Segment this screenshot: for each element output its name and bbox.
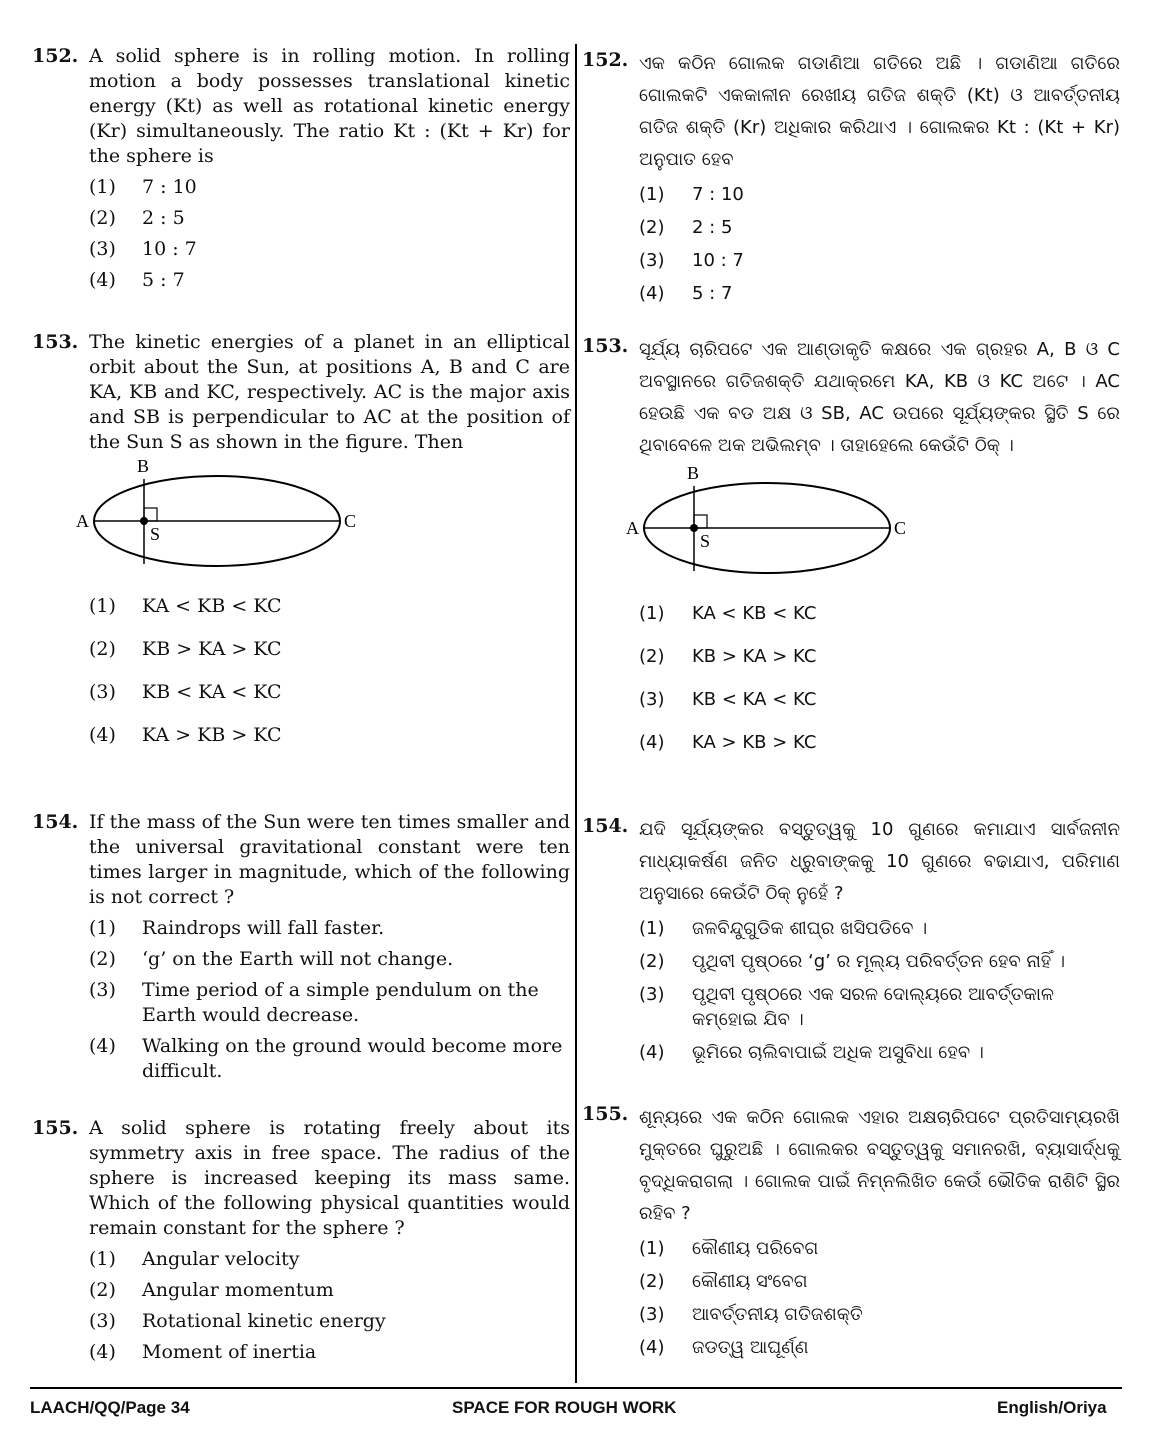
question-text: A solid sphere is rotating freely about its symmetry axis in free space. The radius of the sphere is increased keeping its mass same. Which of the following physical quantities would remain constant for the sphere ? (89, 1117, 570, 1239)
footer-rule (30, 1387, 1122, 1389)
question-152-en (32, 44, 570, 299)
option-2: (2) 2 : 5 (89, 207, 185, 229)
option-2: (2) KB > KA > KC (89, 638, 282, 660)
option-2: (2) KB > KA > KC (639, 646, 817, 667)
question-number: 153. (582, 335, 629, 357)
option-4: (4) ଭୂମିରେ ଚାଲିବାପାଇଁ ଅଧିକ ଅସୁବିଧା ହେବ । (639, 1042, 984, 1063)
options-list (89, 594, 570, 748)
question-text: ସୂର୍ଯ୍ୟ ଚାରିପଟେ ଏକ ଆଣ୍ଡାକୃତି କକ୍ଷରେ ଏକ ଗ୍ରହର A, B ଓ C ଅବସ୍ଥାନରେ ଗତିଜଶକ୍ତି ଯଥାକ୍ରମେ KA, KB ଓ KC ଅଟେ । AC ହେଉଛି ଏକ ବଡ ଅକ୍ଷ ଓ SB, AC ଉପରେ ସୂର୍ଯ୍ୟଙ୍କର ସ୍ଥିତି S ରେ ଥିବାବେଳେ ଅକ ଅଭିଲମ୍ବ । ତାହାହେଲେ କେଉଁଟି ଠିକ୍ । (639, 339, 1120, 456)
option-3: (3) KB < KA < KC (639, 689, 817, 710)
ellipse-orbit-figure (76, 456, 570, 580)
question-text: If the mass of the Sun were ten times smaller and the universal gravitational constant were ten times larger in magnitude, which of the following is not correct ? (89, 811, 570, 908)
question-text: A solid sphere is in rolling motion. In rolling motion a body possesses translational kinetic energy (Kt) as well as rotational kinetic energy (Kr) simultaneously. The ratio Kt : (Kt + Kr) for the sphere is (89, 45, 570, 167)
question-number: 153. (32, 331, 79, 353)
question-152-or (582, 48, 1120, 314)
option-4: (4) KA > KB > KC (639, 732, 817, 753)
option-2: (2) କୌଣୀୟ ସଂବେଗ (639, 1271, 808, 1292)
option-2: (2) ପୃଥିବୀ ପୃଷ୍ଠରେ ‘g’ ର ମୂଲ୍ୟ ପରିବର୍ତ୍ତନ ହେବ ନାହିଁ । (639, 951, 1066, 972)
option-3: (3) 10 : 7 (89, 238, 197, 260)
sun-point (140, 517, 148, 525)
ellipse-orbit-figure (626, 463, 1120, 587)
question-153-or (582, 334, 1120, 763)
options-list (89, 175, 570, 293)
question-155-en (32, 1116, 570, 1371)
question-number: 154. (32, 811, 79, 833)
option-1: (1) ଜଳବିନ୍ଦୁଗୁଡିକ ଶୀଘ୍ର ଖସିପଡିବେ । (639, 918, 928, 939)
question-text: ଏକ କଠିନ ଗୋଲକ ଗଡାଣିଆ ଗତିରେ ଅଛି । ଗଡାଣିଆ ଗତିରେ ଗୋଲକଟି ଏକକାଳୀନ ରେଖୀୟ ଗତିଜ ଶକ୍ତି (Kt) ଓ ଆବର୍ତ୍ତନୀୟ ଗତିଜ ଶକ୍ତି (Kr) ଅଧିକାର କରିଥାଏ । ଗୋଲକର Kt : (Kt + Kr) ଅନୁପାତ ହେବ (639, 53, 1120, 170)
orbit-diagram (76, 456, 392, 576)
options-list (639, 601, 1120, 755)
label-a: A (76, 511, 89, 531)
options-list (89, 1247, 570, 1365)
question-text: The kinetic energies of a planet in an elliptical orbit about the Sun, at positions A, B and C are KA, KB and KC, respectively. AC is the major axis and SB is perpendicular to AC at the position of the Sun S as shown in the figure. Then (89, 331, 570, 453)
option-4: (4) 5 : 7 (89, 269, 185, 291)
option-4: (4) KA > KB > KC (89, 724, 282, 746)
label-b: B (137, 456, 150, 476)
options-list (639, 182, 1120, 306)
sun-point (690, 524, 698, 532)
question-number: 152. (582, 49, 629, 71)
option-1: (1) 7 : 10 (89, 176, 197, 198)
question-number: 154. (582, 815, 629, 837)
option-1: (1) KA < KB < KC (89, 595, 282, 617)
question-154-en (32, 810, 570, 1090)
label-c: C (894, 518, 907, 538)
question-text: ଶୂନ୍ୟରେ ଏକ କଠିନ ଗୋଲକ ଏହାର ଅକ୍ଷଚାରିପଟେ ପ୍ରତିସାମ୍ୟରଖି ମୁକ୍ତରେ ଘୁରୁଅଛି । ଗୋଲକର ବସ୍ତୁତ୍ୱକୁ ସମାନରଖି, ବ୍ୟାସାର୍ଦ୍ଧକୁ ବୃଦ୍ଧିକରାଗଲା । ଗୋଲକ ପାଇଁ ନିମ୍ନଲିଖିତ କେଉଁ ଭୌତିକ ରାଶିଟି ସ୍ଥିର ରହିବ ? (639, 1107, 1120, 1224)
option-4: (4) Moment of inertia (89, 1341, 317, 1363)
label-c: C (344, 511, 357, 531)
option-3: (3) Time period of a simple pendulum on the Earth would decrease. (89, 979, 539, 1026)
question-153-en (32, 330, 570, 754)
option-3: (3) ପୃଥିବୀ ପୃଷ୍ଠରେ ଏକ ସରଳ ଦୋଲ୍ୟରେ ଆବର୍ତ୍ତକାଳ କମ୍‌ହୋଇ ଯିବ । (639, 984, 1054, 1030)
option-4: (4) 5 : 7 (639, 283, 733, 304)
options-list (639, 916, 1120, 1065)
label-b: B (687, 463, 700, 483)
option-2: (2) 2 : 5 (639, 217, 733, 238)
option-3: (3) ଆବର୍ତ୍ତନୀୟ ଗତିଜଶକ୍ତି (639, 1304, 863, 1325)
options-list (639, 1236, 1120, 1360)
option-4: (4) ଜଡତ୍ୱ ଆଘୂର୍ଣ୍ଣ (639, 1337, 809, 1358)
question-154-or (582, 814, 1120, 1073)
label-s: S (150, 524, 161, 544)
option-3: (3) 10 : 7 (639, 250, 744, 271)
option-1: (1) Raindrops will fall faster. (89, 917, 385, 939)
option-1: (1) କୌଣୀୟ ପରିବେଗ (639, 1238, 819, 1259)
column-divider (575, 44, 577, 1383)
footer-language: English/Oriya (997, 1398, 1107, 1417)
option-1: (1) KA < KB < KC (639, 603, 817, 624)
option-2: (2) ‘g’ on the Earth will not change. (89, 948, 454, 970)
question-number: 155. (32, 1117, 79, 1139)
label-s: S (700, 531, 711, 551)
question-number: 152. (32, 45, 79, 67)
question-155-or (582, 1102, 1120, 1368)
option-1: (1) Angular velocity (89, 1248, 300, 1270)
option-1: (1) 7 : 10 (639, 184, 744, 205)
footer-rough-work: SPACE FOR ROUGH WORK (452, 1398, 677, 1417)
orbit-diagram (626, 463, 942, 583)
option-3: (3) Rotational kinetic energy (89, 1310, 386, 1332)
options-list (89, 916, 570, 1084)
option-3: (3) KB < KA < KC (89, 681, 282, 703)
question-number: 155. (582, 1103, 629, 1125)
option-4: (4) Walking on the ground would become more difficult. (89, 1035, 563, 1082)
question-text: ଯଦି ସୂର୍ଯ୍ୟଙ୍କର ବସ୍ତୁତ୍ୱକୁ 10 ଗୁଣରେ କମାଯାଏ ସାର୍ବଜନୀନ ମାଧ୍ୟାକର୍ଷଣ ଜନିତ ଧ୍ରୁବାଙ୍କକୁ 10 ଗୁଣରେ ବଢାଯାଏ, ପରିମାଣ ଅନୁସାରେ କେଉଁଟି ଠିକ୍ ନୁହେଁ ? (639, 819, 1120, 904)
footer-page-code: LAACH/QQ/Page 34 (30, 1398, 190, 1417)
option-2: (2) Angular momentum (89, 1279, 334, 1301)
label-a: A (626, 518, 639, 538)
